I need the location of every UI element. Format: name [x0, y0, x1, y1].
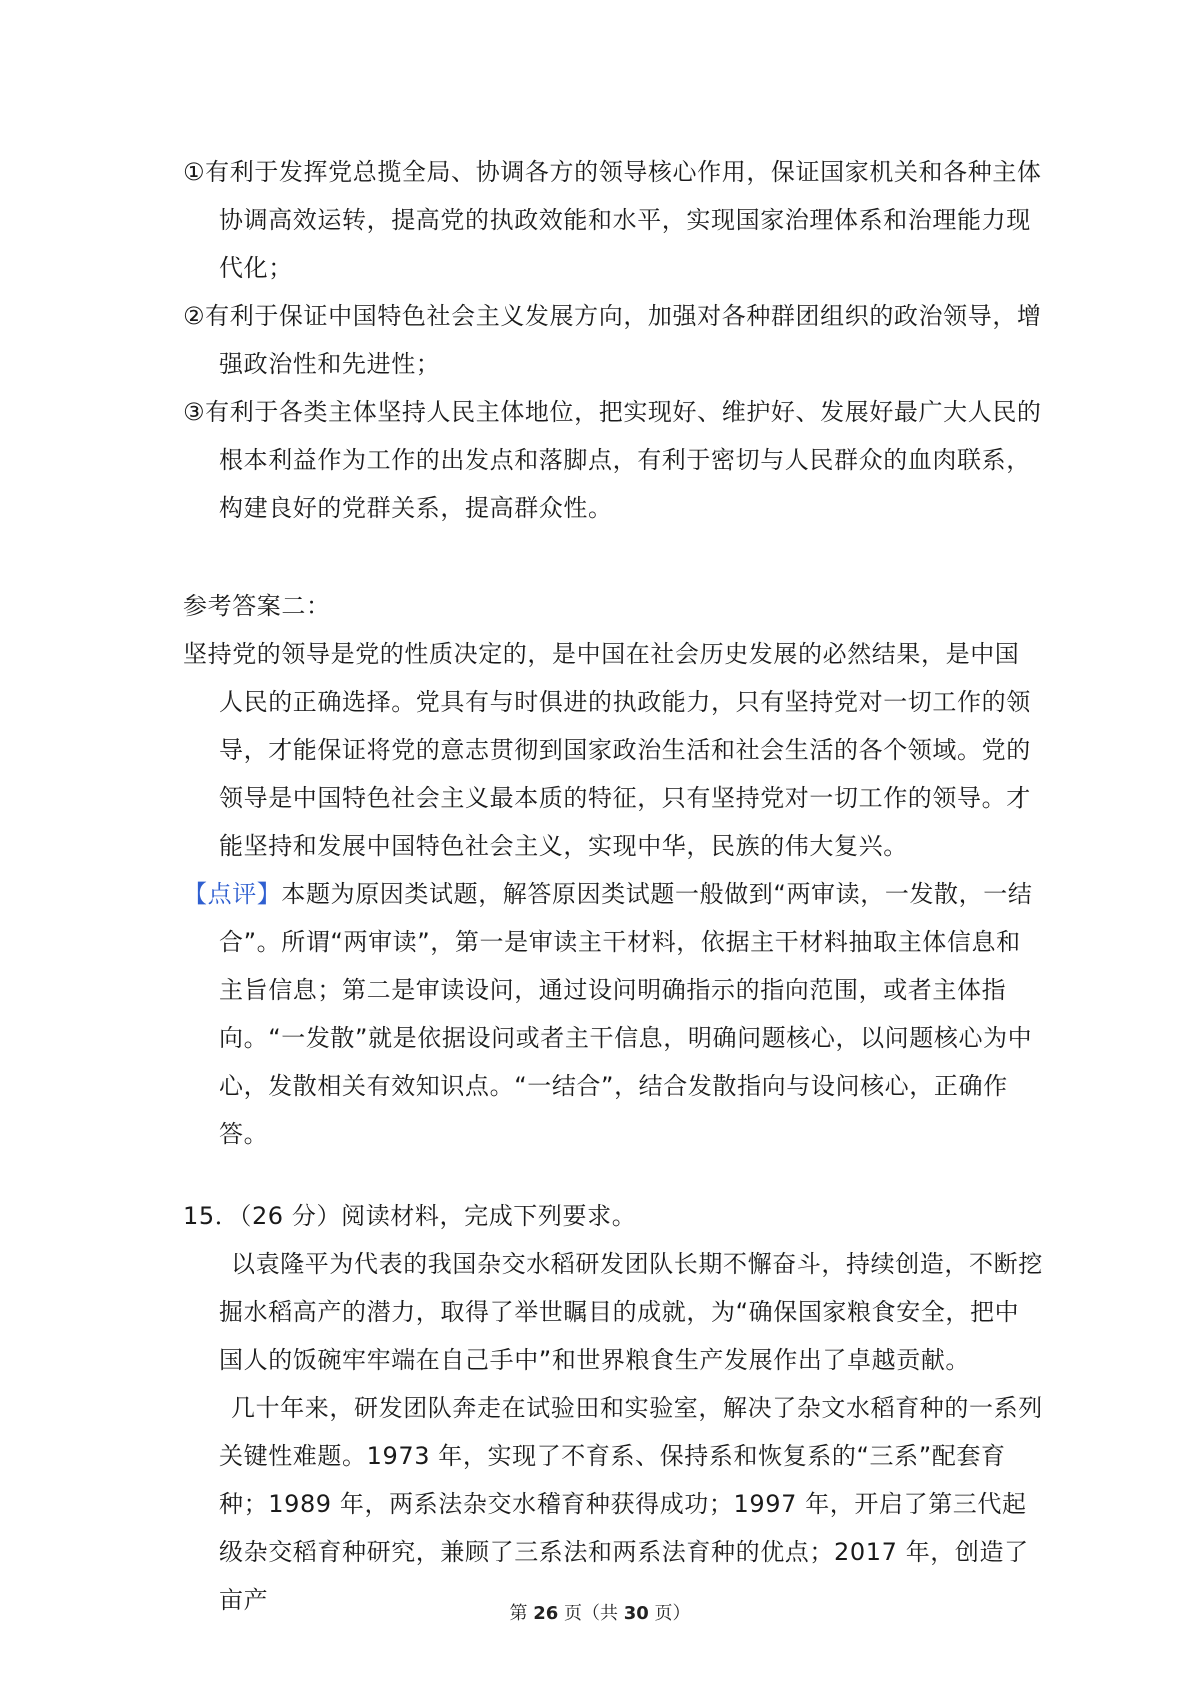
footer-prefix: 第 [509, 1603, 528, 1624]
document-body [183, 148, 1043, 1624]
page-footer [0, 1599, 1200, 1625]
question15-paragraph-2: 几十年来，研发团队奔走在试验田和实验室，解决了杂文水稻育种的一系列关键性难题。1973 年，实现了不育系、保持系和恢复系的“三系”配套育种；1989 年，两系法杂交水稽育种获得成功；1997 年，开启了第三代起级杂交稻育种研究，兼顾了三系法和两系法育种的优点；2017 年，创造了亩产 [219, 1394, 1043, 1614]
comment-paragraph [183, 870, 1043, 1158]
comment-body: 本题为原因类试题，解答原因类试题一般做到“两审读，一发散，一结合”。所谓“两审读”，第一是审读主干材料，依据主干材料抽取主体信息和主旨信息；第二是审读设问，通过设问明确指示的指向范围，或者主体指向。“一发散”就是依据设问或者主干信息，明确问题核心，以问题核心为中心，发散相关有效知识点。“一结合”，结合发散指向与设问核心，正确作答。 [219, 880, 1033, 1148]
answer2-body: 坚持党的领导是党的性质决定的，是中国在社会历史发展的必然结果，是中国人民的正确选择。党具有与时俱进的执政能力，只有坚持党对一切工作的领导，才能保证将党的意志贯彻到国家政治生活和社会生活的各个领域。党的领导是中国特色社会主义最本质的特征，只有坚持党对一切工作的领导。才能坚持和发展中国特色社会主义，实现中华，民族的伟大复兴。 [183, 640, 1031, 860]
footer-total-pages: 30 [623, 1603, 649, 1624]
answer1-point-2: ②有利于保证中国特色社会主义发展方向，加强对各种群团组织的政治领导，增强政治性和先进性； [183, 302, 1042, 378]
answer1-point-3: ③有利于各类主体坚持人民主体地位，把实现好、维护好、发展好最广大人民的根本利益作为工作的出发点和落脚点，有利于密切与人民群众的血肉联系，构建良好的党群关系，提高群众性。 [183, 398, 1042, 522]
spacer [183, 1158, 1043, 1192]
footer-middle: 页（共 [564, 1603, 618, 1624]
footer-suffix: 页） [654, 1603, 691, 1624]
question15-paragraph-1: 以袁隆平为代表的我国杂交水稻研发团队长期不懈奋斗，持续创造，不断挖掘水稻高产的潜力，取得了举世瞩目的成就，为“确保国家粮食安全，把中国人的饭碗牢牢端在自己手中”和世界粮食生产发展作出了卓越贡献。 [219, 1250, 1043, 1374]
footer-page-number: 26 [533, 1603, 559, 1624]
spacer [183, 532, 1043, 582]
answer1-point-1: ①有利于发挥党总揽全局、协调各方的领导核心作用，保证国家机关和各种主体协调高效运转，提高党的执政效能和水平，实现国家治理体系和治理能力现代化； [183, 158, 1042, 282]
answer2-heading: 参考答案二： [183, 592, 331, 620]
question15-heading: 15．（26 分）阅读材料，完成下列要求。 [183, 1202, 637, 1230]
comment-label: 【点评】 [183, 880, 282, 908]
